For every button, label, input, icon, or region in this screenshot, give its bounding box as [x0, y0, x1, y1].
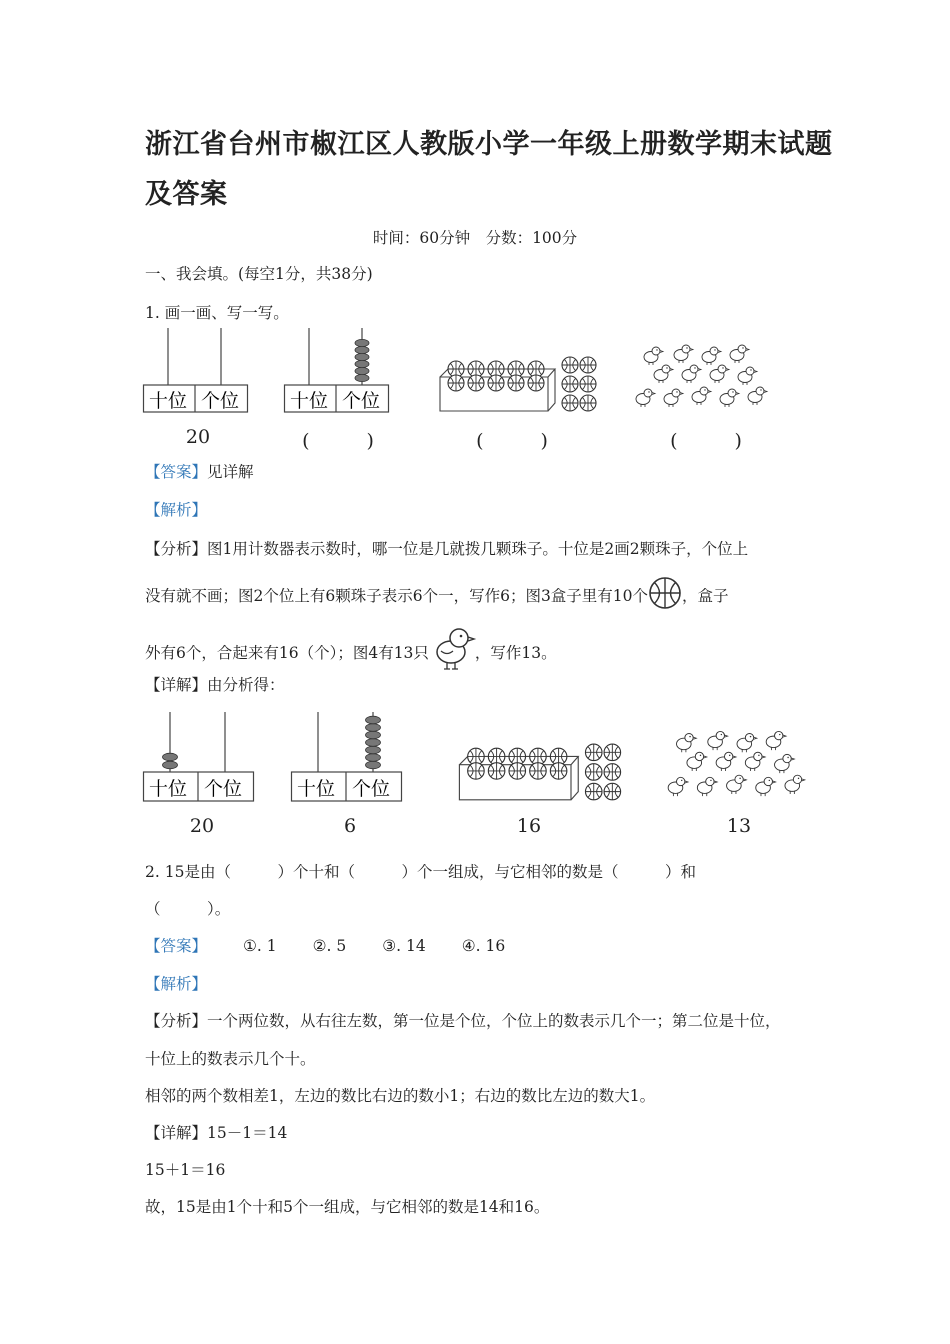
chicks-figure [632, 342, 772, 422]
ball-icon [585, 764, 602, 781]
ball-icon [580, 357, 596, 373]
chick-icon [708, 731, 728, 750]
chick-icon [668, 777, 688, 796]
ones-label: 个位 [352, 778, 391, 800]
q2-answer: 【答案】 ①. 1 ②. 5 ③. 14 ④. 16 [145, 937, 506, 955]
ball-icon [604, 783, 621, 800]
chick-icon [766, 731, 786, 750]
ball-icon [648, 576, 682, 610]
chicks-solution [664, 728, 810, 812]
ones-label: 个位 [201, 390, 240, 412]
ball-icon [585, 783, 602, 800]
chick-icon [674, 345, 693, 363]
q1-analysis-3: 外有6个，合起来有16（个）；图4有13只 ，写作13。 [145, 630, 557, 678]
q1-jiexi: 【解析】 [145, 501, 208, 519]
chick-icon [636, 389, 655, 407]
chick-icon [687, 752, 707, 771]
chick-icon [738, 367, 757, 385]
chick-icon [727, 775, 747, 794]
ball-icon [508, 375, 524, 391]
q1-answer: 【答案】见详解 [145, 463, 254, 481]
ball-icon [530, 763, 547, 780]
abacus-figure-2 [284, 328, 394, 418]
abacus-figure-1 [143, 328, 253, 418]
q2-analysis-1: 【分析】一个两位数，从右往左数，第一位是个位，个位上的数表示几个一；第二位是十位， [145, 1012, 781, 1030]
ball-icon [488, 375, 504, 391]
doc-title-line1: 浙江省台州市椒江区人教版小学一年级上册数学期末试题 [145, 129, 833, 160]
q1-detail: 【详解】由分析得： [145, 676, 285, 694]
ball-icon [448, 375, 464, 391]
ball-icon [580, 395, 596, 411]
chick-icon [677, 734, 697, 753]
tens-label: 十位 [149, 390, 188, 412]
fig4-answer: ( ) [670, 430, 742, 452]
ball-icon [468, 763, 485, 780]
chick-icon [429, 624, 475, 672]
ones-label: 个位 [342, 390, 381, 412]
q2-stem-a: 2. 15是由（ ）个十和（ ）个一组成，与它相邻的数是（ ）和 [145, 863, 696, 881]
chick-icon [682, 365, 701, 383]
tens-label: 十位 [290, 390, 329, 412]
exam-meta: 时间：60分钟 分数：100分 [372, 229, 578, 247]
q1-analysis-1: 【分析】图1用计数器表示数时，哪一位是几就拨几颗珠子。十位是2画2颗珠子，个位上 [145, 540, 749, 558]
solution-value-4: 13 [726, 815, 752, 837]
tens-label: 十位 [149, 778, 188, 800]
chick-icon [785, 775, 805, 794]
ball-icon [550, 763, 567, 780]
chick-icon [745, 752, 765, 771]
q1-stem: 1. 画一画、写一写。 [145, 304, 289, 322]
ball-icon [585, 744, 602, 761]
chick-icon [710, 365, 729, 383]
section-heading: 一、我会填。(每空1分，共38分) [145, 265, 373, 283]
solution-value-2: 6 [343, 815, 357, 837]
ball-icon [509, 763, 526, 780]
solution-value-1: 20 [189, 815, 215, 837]
doc-title-line2: 及答案 [145, 179, 228, 210]
q2-jiexi: 【解析】 [145, 975, 208, 993]
ball-icon [604, 764, 621, 781]
abacus-solution-2 [291, 712, 406, 804]
abacus-solution-1 [143, 712, 258, 804]
solution-value-3: 16 [516, 815, 542, 837]
chick-icon [737, 734, 757, 753]
balls-box-solution [455, 742, 625, 804]
ball-icon [468, 375, 484, 391]
chick-icon [664, 389, 683, 407]
ball-icon [580, 376, 596, 392]
ball-icon [528, 375, 544, 391]
chick-icon [716, 752, 736, 771]
ball-icon [604, 744, 621, 761]
chick-icon [654, 365, 673, 383]
q2-detail-2: 15＋1＝16 [145, 1161, 226, 1179]
ball-icon [488, 763, 505, 780]
ball-icon [562, 395, 578, 411]
chick-icon [775, 754, 795, 773]
chick-icon [748, 387, 767, 405]
chick-icon [702, 347, 721, 365]
fig2-answer: ( ) [302, 430, 374, 452]
chick-icon [756, 777, 776, 796]
ones-label: 个位 [204, 778, 243, 800]
chick-icon [692, 387, 711, 405]
fig3-answer: ( ) [476, 430, 548, 452]
balls-box-figure [438, 355, 598, 415]
q2-stem-b: （ ）。 [145, 900, 231, 918]
chick-icon [720, 389, 739, 407]
q2-detail-3: 故，15是由1个十和5个一组成，与它相邻的数是14和16。 [145, 1198, 550, 1216]
q2-analysis-2: 十位上的数表示几个十。 [145, 1050, 316, 1068]
q1-analysis-2: 没有就不画；图2个位上有6颗珠子表示6个一，写作6；图3盒子里有10个 ，盒子 [145, 580, 729, 614]
q2-detail-1: 【详解】15－1＝14 [145, 1124, 288, 1142]
chick-icon [644, 347, 663, 365]
chick-icon [697, 777, 717, 796]
ball-icon [562, 357, 578, 373]
ball-icon [562, 376, 578, 392]
q2-analysis-3: 相邻的两个数相差1，左边的数比右边的数小1；右边的数比左边的数大1。 [145, 1087, 656, 1105]
fig1-answer: 20 [185, 426, 211, 448]
chick-icon [730, 345, 749, 363]
tens-label: 十位 [297, 778, 336, 800]
